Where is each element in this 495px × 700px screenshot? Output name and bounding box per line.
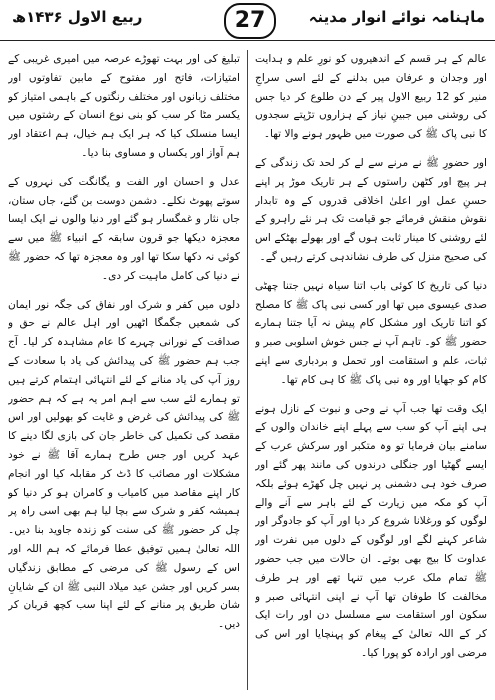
paragraph: عدل و احسان اور الفت و یگانگت کی نہروں کے سوتے پھوٹ نکلے۔ دشمن دوست بن گئے، جاں ستان، جاں نثار و غمگسار ہو گئے اور دنیا والوں نے ایک ایسا معجزہ دیکھا جو قرون سابقہ کے انبیاء ﷺ میں سے کوئی نہ دکھا سکا تھا اور وہ معجزہ تھا کہ حضور ﷺ نے دنیا کی کامل ماہیت کر دی۔: [8, 175, 240, 282]
paragraph: تبلیغ کی اور بہت تھوڑے عرصہ میں امیری غریبی کے امتیازات، فاتح اور مفتوح کے مابین تفاوتوں اور مختلف زبانوں اور مختلف رنگتوں کے باہمی امتیاز کو یکسر مٹا کر سب کو بنی نوع انسان کے رشتوں میں ایسا منسلک کیا کہ ہر ایک ہم خیال، ہم اعتقاد اور ہم آواز اور یکساں و مساوی بنا دیا۔: [8, 53, 240, 159]
page-header: [0, 0, 495, 41]
paragraph: دلوں میں کفر و شرک اور نفاق کی جگہ نور ایمان کی شمعیں جگمگا اٹھیں اور اہل عالم نے حق و صداقت کے نورانی چہرے کا عام مشاہدہ کر لیا۔ آج جب ہم حضور ﷺ کی پیدائش کی یاد با سعادت کے روز آپ کی یاد منانے کے لئے انتہائی اہتمام کرتے ہیں تو ہمارے لئے سب سے اہم امر یہ ہے کہ ہم حضور ﷺ کی پیدائش کی غرض و غایت کو بھولیں اور اس مقصد کی تکمیل کی خاطر جان کی بازی لگا دینے کا عہد کریں اور جس طرح ہمارے آقا ﷺ نے خود مشکلات اور مصائب کا ڈٹ کر مقابلہ کیا اور انجام کار اپنے مقاصد میں کامیاب و کامران ہو کر دنیا کو ہمیشہ کفر و شرک سے بچا لیا ہم بھی اسی راہ پر چل کر حضور ﷺ کی سنت کو زندہ جاوید بنا دیں۔ اللہ تعالیٰ ہمیں توفیق عطا فرمائے کہ ہم اللہ اور اس کے رسول ﷺ کی مرضی کے مطابق زندگیاں بسر کریں اور جشن عید میلاد النبی ﷺ ان کے شایانِ شان طریق پر منانے کے لئے اپنا سب کچھ قربان کر دیں۔: [8, 298, 240, 631]
column-divider: [247, 50, 248, 690]
paragraph: اور حضورِ ﷺ نے مرنے سے لے کر لحد تک زندگی کے ہر پیچ اور کٹھن راستوں کے ہر تاریک موڑ پر اپنے حسنِ عمل اور اعلیٰ اخلاقی قدروں کے وہ تابدار نقوش منقش فرمائے جو قیامت تک ہر نئے راہرو کے لئے روشنی کا مینار ثابت ہوں گے اور بھولے بھٹکے اس کی صحیح منزل کی طرف نشاندہی کرتے رہیں گے۔: [255, 156, 487, 263]
paragraph: دنیا کی تاریخ کا کوئی باب اتنا سیاہ نہیں جتنا چھٹی صدی عیسوی میں تھا اور کسی نبی پاک ﷺ کا مصلح کو اتنا تاریک اور مشکل کام پیش نہ آیا جتنا ہمارے حضور ﷺ کو۔ تاہم آپ نے جس خوش اسلوبی صبر و ثبات، علم و استقامت اور تحمل و بردباری سے اپنے کام کو جھایا اور وہ نبی پاک ﷺ کا ہی کام تھا۔: [255, 279, 487, 386]
magazine-title: ماہنامہ نوائے انوار مدینہ: [308, 8, 485, 26]
text-column-left: [8, 50, 240, 692]
issue-date: ربیع الاول ۱۴۳۶ھ: [12, 8, 143, 26]
paragraph: عالم کے ہر قسم کے اندھیروں کو نورِ علم و ہدایت اور وجدان و عرفان میں بدلنے کے لئے اسی سراجِ منیر کو 12 ربیع الاول پیر کے دن طلوع کر دیا جس کی روشنی میں جبینِ نیاز کے ہزاروں تڑپتے سجدوں کا نبی پاک ﷺ کی صورت میں ظہور ہونے والا تھا۔: [255, 53, 487, 141]
page-number-badge: 27: [224, 3, 276, 39]
text-column-right: [255, 50, 487, 692]
paragraph: ایک وقت تھا جب آپ نے وحی و نبوت کے نازل ہونے ہی اپنے آپ کو سب سے پہلے اپنے خاندان والوں کے سامنے بیان فرمایا تو وہ متکبر اور سرکش عرب کے ایسے گھٹیا اور جنگلی درندوں کی مانند پھر گئے اور صرف خود ہی دشمنی پر نہیں چل کھڑے ہوئے بلکہ آپ کو مکہ میں زیارت کے لئے باہر سے آنے والے لوگوں کو ورغلانا شروع کر دیا اور آپ کو جادوگر اور شاعر کہنے لگے اور لوگوں کے دلوں میں نفرت اور عداوت کا بیج بھی بوتے۔ ان حالات میں جب حضور ﷺ تمام ملک عرب میں تنہا تھے اور ہر طرف مخالفت کا طوفان تھا آپ نے اپنی انتہائی صبر و سکون اور استقامت سے مسلسل دن اور رات ایک کر کے اللہ تعالیٰ کے پیغام کو پہنچایا اور اس کی مرضی اور ارادہ کو پورا کیا۔: [255, 402, 487, 659]
